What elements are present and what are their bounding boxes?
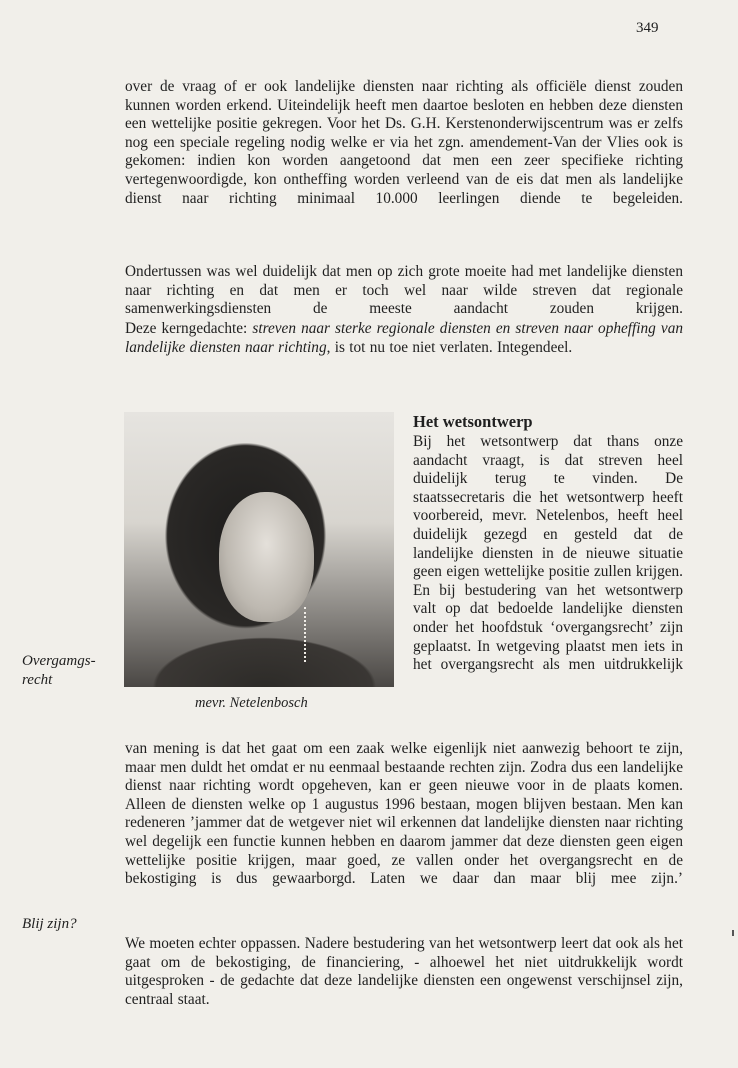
margin-mark <box>732 930 734 936</box>
paragraph-intro: over de vraag of er ook landelijke diensten naar richting als officiële dienst zouden kunnen worden erkend. Uiteindelijk heeft men daartoe besloten en hebben deze diensten een wettelijke positie gekregen. Voor het Ds. G.H. Kerstenonderwijscentrum was er zelfs nog een speciale regeling nodig welke er via het zgn. amendement-Van der Vlies ook is gekomen: indien kon worden aangetoond dat men een zeer specifieke richting vertegenwoordigde, kon ontheffing worden verleend van de eis dat men als landelijke dienst naar richting minimaal 10.000 leerlingen diende te begeleiden. <box>125 78 683 207</box>
photo-caption: mevr. Netelenbosch <box>195 695 308 711</box>
margin-note-blij-zijn: Blij zijn? <box>22 916 77 932</box>
kerngedachte-italic: streven naar sterke regionale diensten en streven naar opheffing van landelijke diensten naar richting <box>125 320 683 356</box>
paragraph-kerngedachte <box>125 320 683 357</box>
photo-necklace <box>294 607 306 662</box>
kerngedachte-intro: Deze kerngedachte: <box>125 320 253 337</box>
photo-face <box>219 492 314 622</box>
paragraph-continuation: van mening is dat het gaat om een zaak welke eigenlijk niet aanwezig behoort te zijn, maar men duldt het omdat er nu eenmaal bestaande rechten zijn. Zodra dus een landelijke dienst naar richting wordt opgeheven, kan er geen nieuwe voor in de plaats komen. Alleen de diensten welke op 1 augustus 1996 bestaan, mogen blijven bestaan. Men kan redeneren ’jammer dat de wetgever niet wil erkennen dat landelijke diensten naar richting wel degelijk een functie kunnen hebben en daarom jammer dat deze diensten geen eigen wettelijke positie krijgen, maar goed, ze vallen onder het overgangsrecht en de bekostiging is dus gewaarborgd. Laten we daar dan maar blij mee zijn.’ <box>125 740 683 888</box>
portrait-photo <box>124 412 394 687</box>
paragraph-wetsontwerp: Bij het wetsontwerp dat thans onze aandacht vraagt, is dat streven heel duidelijk terug te vinden. De staatssecretaris die het wetsontwerp heeft voorbereid, mevr. Netelenbos, heeft heel duidelijk gezegd en gesteld dat de landelijke diensten in de nieuwe situatie geen eigen wettelijke positie zullen krijgen. En bij bestudering van het wetsontwerp valt op dat bedoelde landelijke diensten onder het hoofdstuk ‘overgangsrecht’ zijn geplaatst. In wetgeving plaatst men iets in het overgangsrecht als men uitdrukkelijk <box>413 433 683 674</box>
paragraph-final: We moeten echter oppassen. Nadere bestudering van het wetsontwerp leert dat ook als het gaat om de bekostiging, de financiering, - alhoewel het niet uitdrukkelijk wordt uitgesproken - de gedachte dat deze landelijke diensten een ongewenst verschijnsel zijn, centraal staat. <box>125 935 683 1008</box>
kerngedachte-outro: , is tot nu toe niet verlaten. Integendeel. <box>326 338 573 356</box>
photo-shoulders <box>124 617 394 687</box>
paragraph-ondertussen: Ondertussen was wel duidelijk dat men op zich grote moeite had met landelijke diensten naar richting en dat men er toch wel naar wilde streven dat regionale samenwerkingsdiensten de meeste aandacht zouden krijgen. <box>125 263 683 318</box>
page-number: 349 <box>636 20 659 36</box>
section-heading: Het wetsontwerp <box>413 412 533 431</box>
margin-note-overgangsrecht: Overgamgs-recht <box>22 653 96 688</box>
